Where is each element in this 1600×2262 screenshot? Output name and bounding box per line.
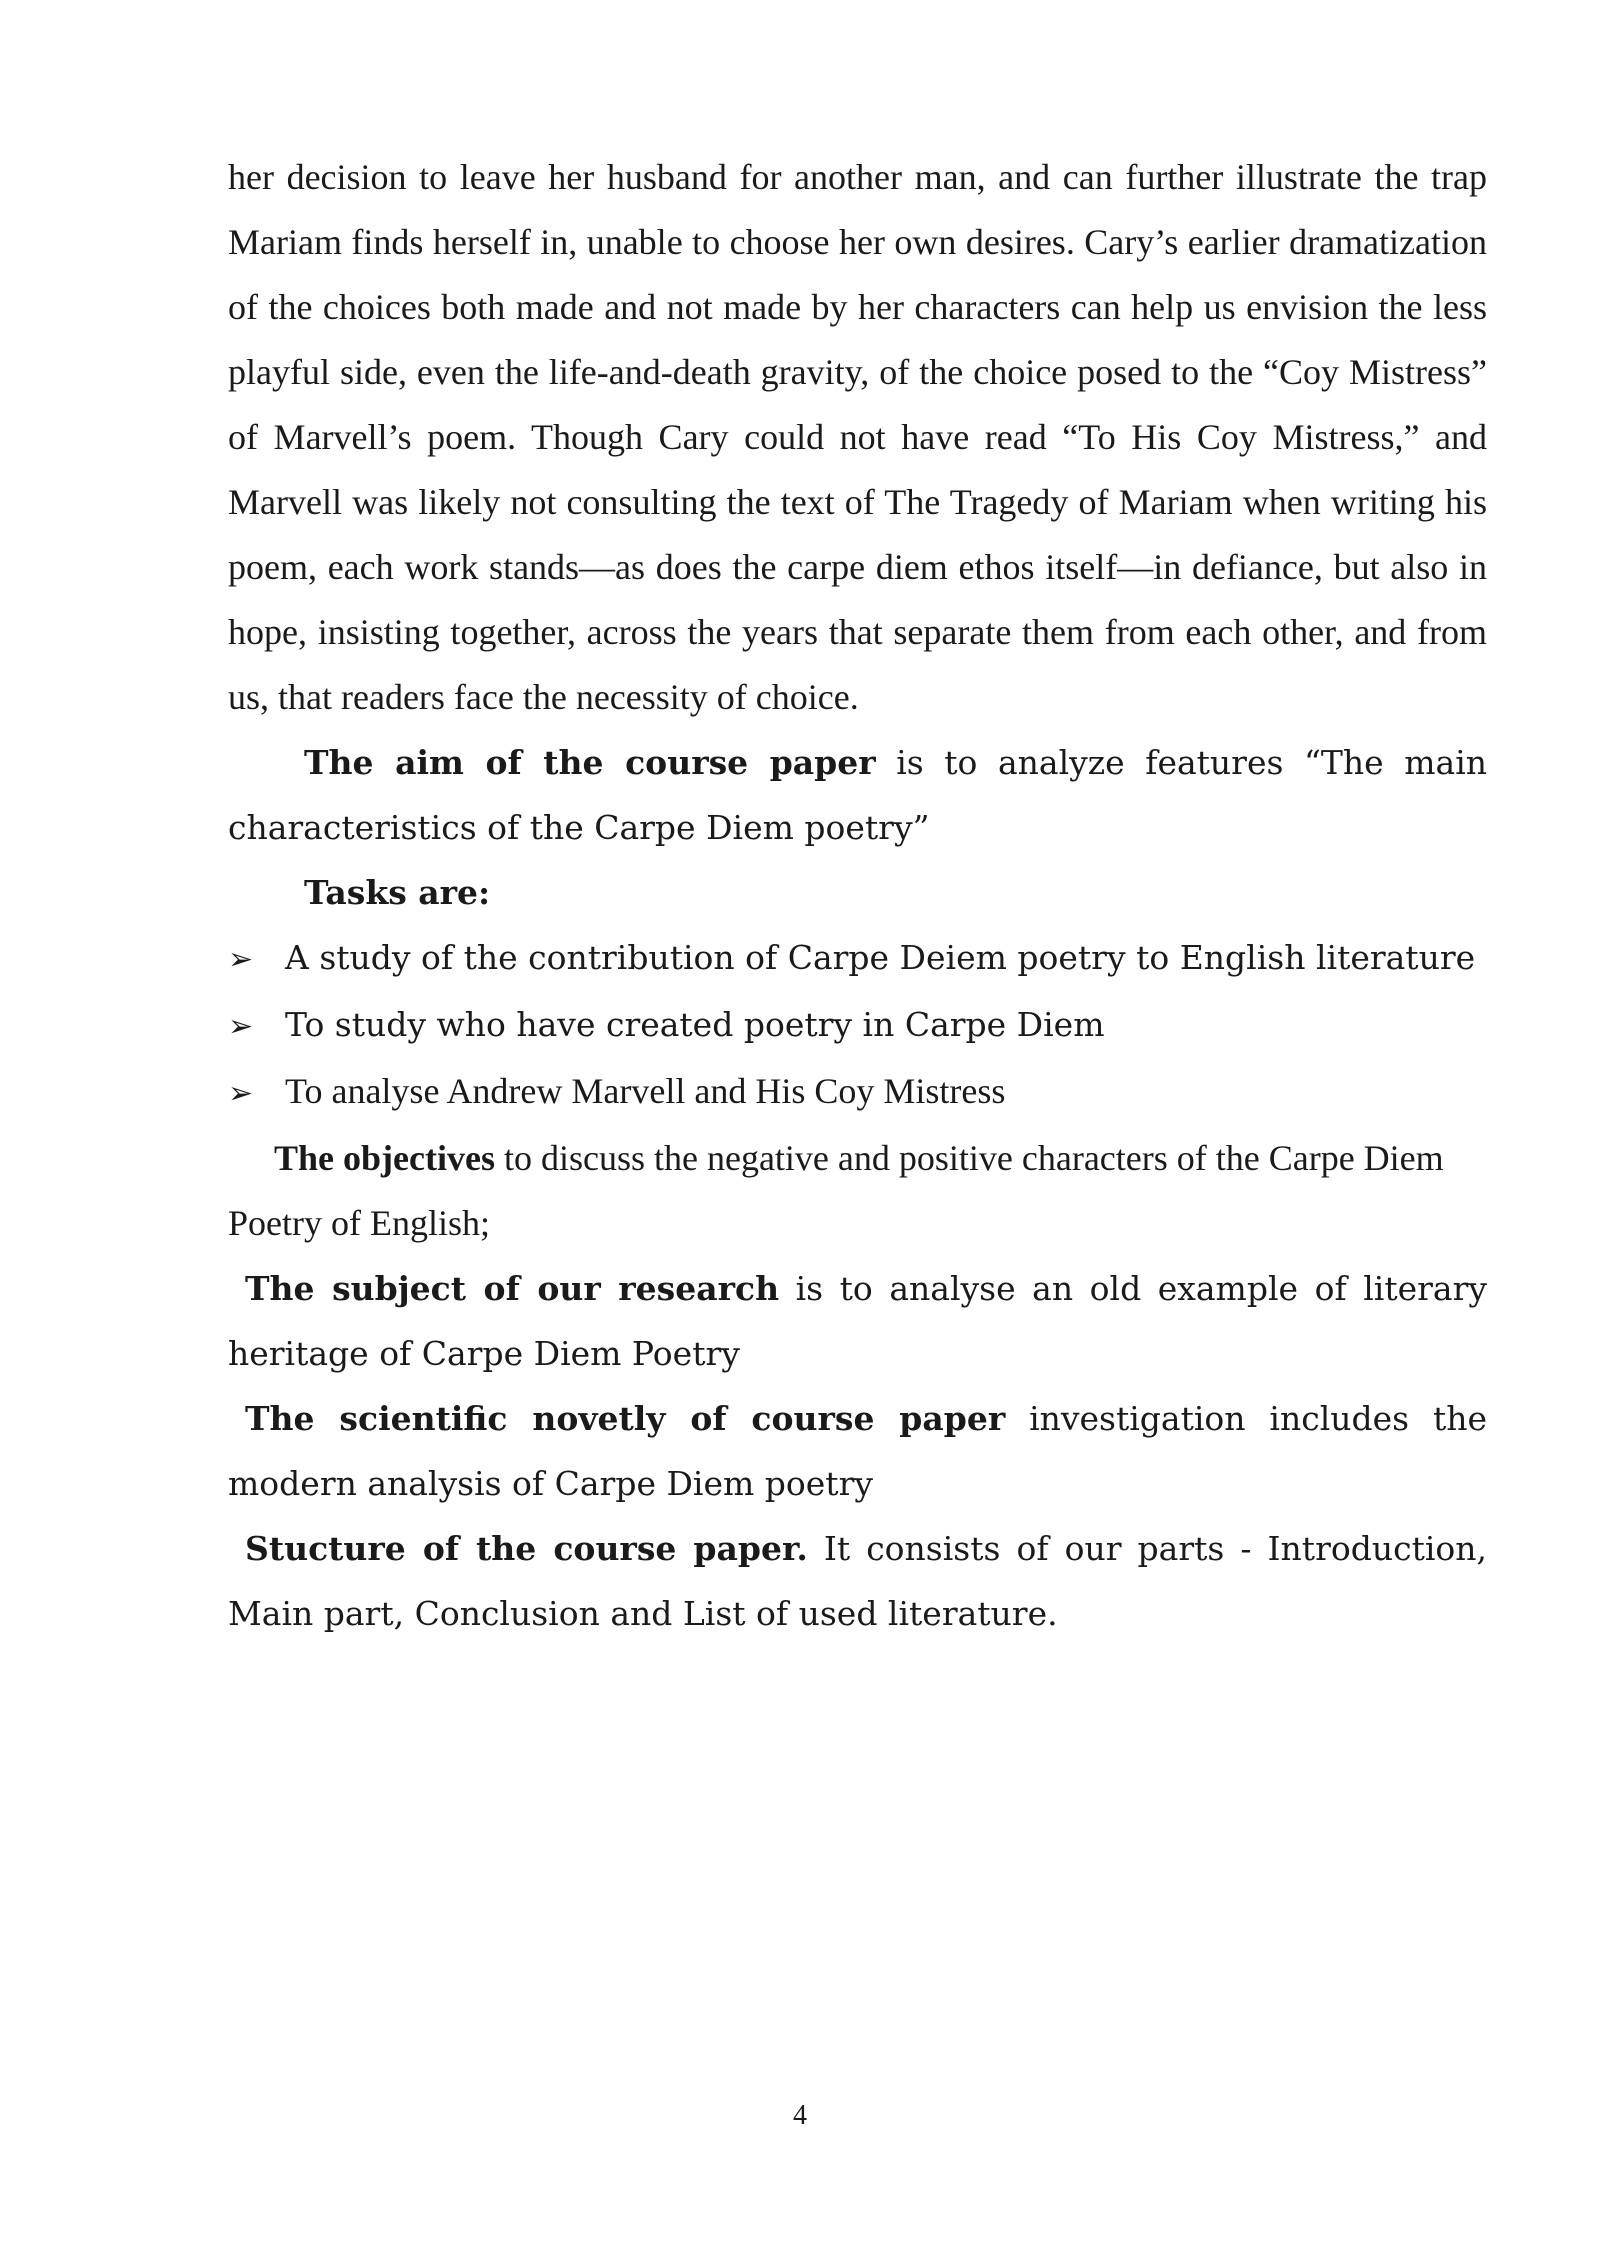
list-item (228, 1059, 1487, 1126)
task-text: To analyse Andrew Marvell and His Coy Mistress (285, 1071, 1006, 1111)
intro-paragraph: her decision to leave her husband for another man, and can further illustrate the trap Mariam finds herself in, unable to choose her own desires. Cary’s earlier dramatization of the choices both made and not made by her characters can help us envision the less playful side, even the life-and-death gravity, of the choice posed to the “Coy Mistress” of Marvell’s poem. Though Cary could not have read “To His Coy Mistress,” and Marvell was likely not consulting the text of The Tragedy of Mariam when writing his poem, each work stands—as does the carpe diem ethos itself—in defiance, but also in hope, insisting together, across the years that separate them from each other, and from us, that readers face the necessity of choice. (228, 157, 1487, 717)
subject-text: is to analyse an old example of literary heritage of Carpe Diem Poetry (228, 1269, 1488, 1373)
arrowhead-bullet-icon: ➢ (228, 1009, 254, 1044)
task-list (228, 925, 1487, 1126)
objectives-text: to discuss the negative and positive characters of the Carpe Diem Poetry of English; (228, 1138, 1444, 1243)
subject-paragraph (228, 1256, 1487, 1386)
tasks-heading: Tasks are: (304, 873, 491, 912)
list-item (228, 925, 1487, 992)
objectives-heading: The objectives (274, 1138, 495, 1178)
objectives-paragraph (228, 1126, 1487, 1256)
document-page (228, 145, 1487, 1646)
arrowhead-bullet-icon: ➢ (228, 1076, 254, 1111)
novelty-paragraph (228, 1386, 1487, 1516)
novelty-heading: The scientific novetly of course paper (245, 1399, 1006, 1438)
task-text: A study of the contribution of Carpe Deiem poetry to English literature (285, 938, 1476, 977)
novelty-text: investigation includes the modern analysis of Carpe Diem poetry (228, 1399, 1487, 1503)
page-number: 4 (793, 2100, 807, 2131)
task-text: To study who have created poetry in Carpe Diem (285, 1005, 1105, 1044)
aim-heading: The aim of the course paper (304, 743, 876, 782)
aim-paragraph (228, 730, 1487, 860)
structure-heading: Stucture of the course paper. (245, 1529, 808, 1568)
subject-heading: The subject of our research (245, 1269, 780, 1308)
aim-text: is to analyze features “The main characteristics of the Carpe Diem poetry” (228, 743, 1487, 847)
list-item (228, 992, 1487, 1059)
structure-text: It consists of our parts - Introduction, Main part, Conclusion and List of used literature. (228, 1529, 1487, 1633)
structure-paragraph (228, 1516, 1487, 1646)
arrowhead-bullet-icon: ➢ (228, 942, 254, 977)
